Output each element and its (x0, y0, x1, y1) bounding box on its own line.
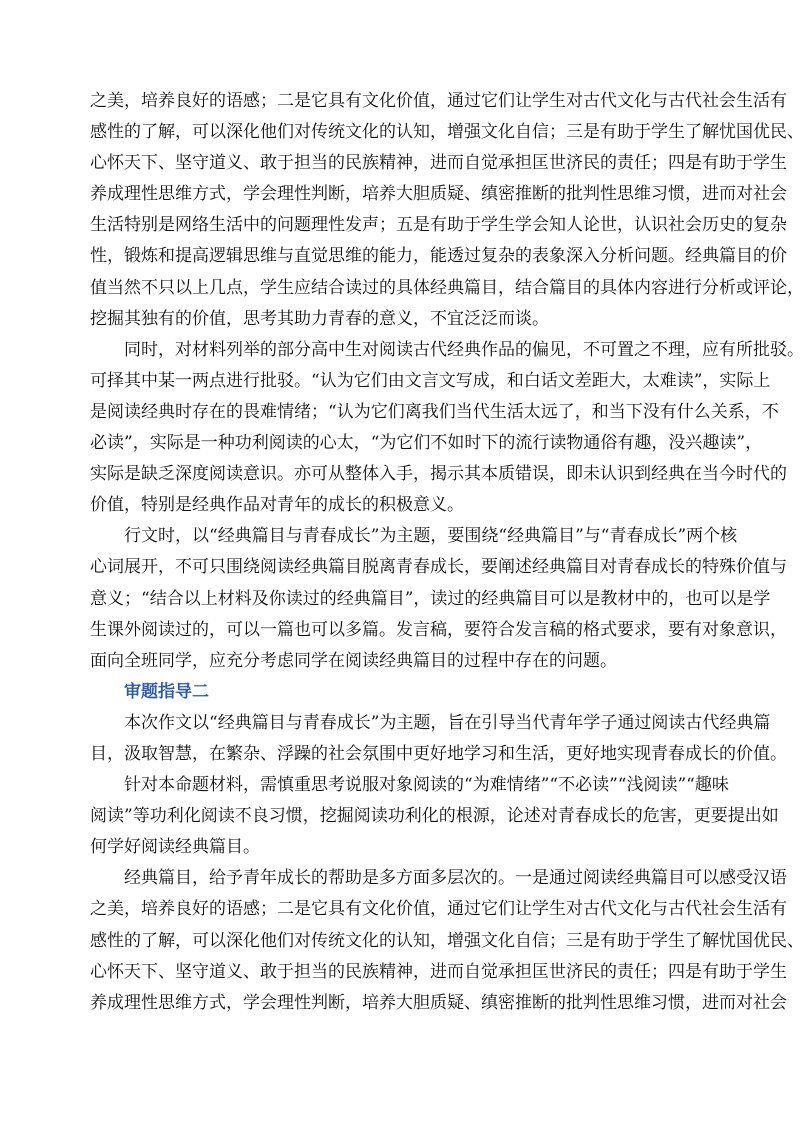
text-line: 值当然不只以上几点，学生应结合读过的具体经典篇目，结合篇目的具体内容进行分析或评论， (90, 277, 804, 298)
text-line: 感性的了解，可以深化他们对传统文化的认知，增强文化自信；三是有助于学生了解忧国优民、 (90, 930, 804, 951)
text-line: 面向全班同学，应充分考虑同学在阅读经典篇目的过程中存在的问题。 (90, 650, 617, 671)
text-line: 本次作文以“经典篇目与青春成长”为主题，旨在引导当代青年学子通过阅读古代经典篇 (124, 712, 771, 733)
text-line: 经典篇目，给予青年成长的帮助是多方面多层次的。一是通过阅读经典篇目可以感受汉语 (124, 868, 787, 889)
text-line: 阅读”等功利化阅读不良习惯，挖掘阅读功利化的根源，论述对青春成长的危害，更要提出如 (90, 806, 779, 827)
paragraph-theme (90, 708, 787, 770)
text-line: 之美，培养良好的语感；二是它具有文化价值，通过它们让学生对古代文化与古代社会生活有 (90, 899, 787, 920)
text-line: 心怀天下、坚守道义、敢于担当的民族精神，进而自觉承担匡世济民的责任；四是有助于学生 (90, 153, 787, 174)
text-line: 目，汲取智慧，在繁杂、浮躁的社会氛围中更好地学习和生活，更好地实现青春成长的价值。 (90, 743, 787, 764)
text-line: 养成理性思维方式，学会理性判断，培养大胆质疑、缜密推断的批判性思维习惯，进而对社会 (90, 184, 787, 205)
paragraph-value-of-classics (90, 863, 804, 1018)
text-line: 是阅读经典时存在的畏难情绪；“认为它们离我们当代生活太远了，和当下没有什么关系，不 (90, 401, 779, 422)
paragraph-writing-guidance (90, 521, 787, 676)
text-line: 同时，对材料列举的部分高中生对阅读古代经典作品的偏见，不可置之不理，应有所批驳。 (124, 339, 804, 360)
text-line: 生活特别是网络生活中的问题理性发声；五是有助于学生学会知人论世，认识社会历史的复杂 (90, 215, 787, 236)
text-line: 挖掘其独有的价值，思考其助力青春的意义，不宜泛泛而谈。 (90, 308, 549, 329)
text-line: 感性的了解，可以深化他们对传统文化的认知，增强文化自信；三是有助于学生了解忧国优民、 (90, 122, 804, 143)
section-heading: 审题指导二 (124, 681, 209, 702)
text-line: 行文时，以“经典篇目与青春成长”为主题，要围绕“经典篇目”与“青春成长”两个核 (124, 526, 738, 547)
text-line: 性，锻炼和提高逻辑思维与直觉思维的能力，能透过复杂的表象深入分析问题。经典篇目的价 (90, 246, 787, 267)
text-line: 实际是缺乏深度阅读意识。亦可从整体入手，揭示其本质错误，即未认识到经典在当今时代的 (90, 464, 787, 485)
text-line: 之美，培养良好的语感；二是它具有文化价值，通过它们让学生对古代文化与古代社会生活有 (90, 91, 787, 111)
text-line: 可择其中某一两点进行批驳。“认为它们由文言文写成，和白话文差距大，太难读”，实际上 (90, 370, 771, 391)
text-line: 针对本命题材料，需慎重思考说服对象阅读的“为难情绪”“不必读”“浅阅读”“趣味 (124, 775, 729, 796)
paragraph-material-analysis (90, 770, 779, 863)
text-line: 必读”，实际是一种功利阅读的心太，“为它们不如时下的流行读物通俗有趣，没兴趣读”， (90, 433, 763, 454)
paragraph-continuation (90, 86, 804, 335)
text-line: 心怀天下、坚守道义、敢于担当的民族精神，进而自觉承担匡世济民的责任；四是有助于学生 (90, 961, 787, 982)
text-line: 养成理性思维方式，学会理性判断，培养大胆质疑、缜密推断的批判性思维习惯，进而对社会 (90, 992, 787, 1013)
text-line: 生课外阅读过的，可以一篇也可以多篇。发言稿，要符合发言稿的格式要求，要有对象意识， (90, 619, 787, 640)
text-line: 心词展开，不可只围绕阅读经典篇目脱离青春成长，要阐述经典篇目对青春成长的特殊价值与 (90, 557, 787, 578)
paragraph-rebuttal (90, 335, 804, 522)
text-line: 价值，特别是经典作品对青年的成长的积极意义。 (90, 495, 464, 516)
text-line: 意义；“结合以上材料及你读过的经典篇目”，读过的经典篇目可以是教材中的，也可以是学 (90, 588, 771, 609)
text-line: 何学好阅读经典篇目。 (90, 837, 260, 858)
